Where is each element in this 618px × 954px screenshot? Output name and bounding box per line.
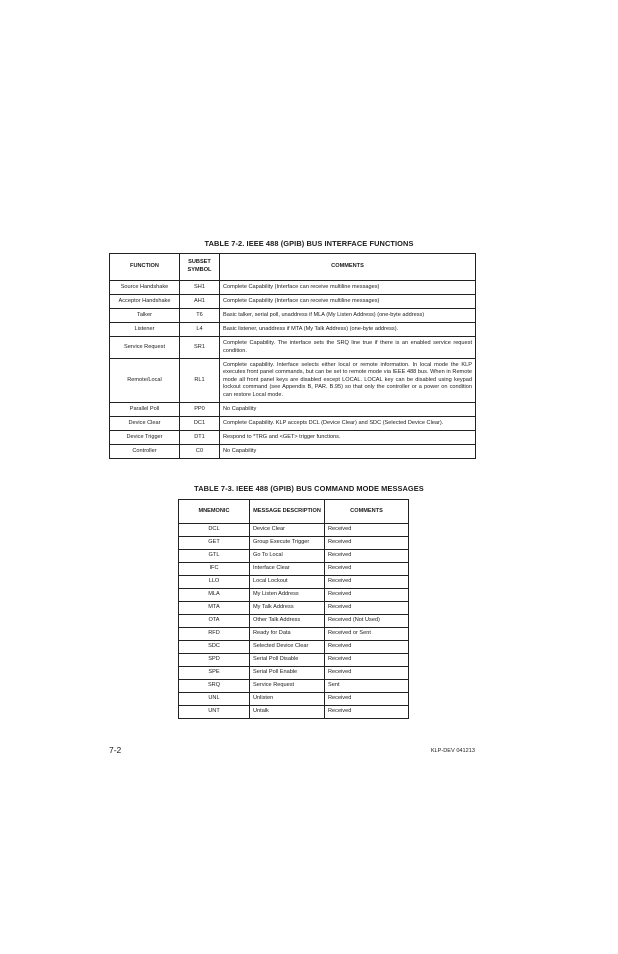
function-cell: Parallel Poll <box>110 403 180 417</box>
description-cell: My Talk Address <box>250 602 325 615</box>
table-row <box>179 628 409 641</box>
description-cell: Go To Local <box>250 550 325 563</box>
table-row <box>179 641 409 654</box>
function-cell: Device Trigger <box>110 431 180 445</box>
comments-cell: Sent <box>325 680 409 693</box>
mnemonic-cell: LLO <box>179 576 250 589</box>
comments-cell: Received <box>325 537 409 550</box>
table-row <box>110 295 476 309</box>
table-row <box>179 693 409 706</box>
table-header-row <box>179 500 409 524</box>
mnemonic-cell: GTL <box>179 550 250 563</box>
description-cell: Untalk <box>250 706 325 719</box>
mnemonic-cell: UNT <box>179 706 250 719</box>
mnemonic-cell: SDC <box>179 641 250 654</box>
function-cell: Service Request <box>110 337 180 359</box>
page-number: 7-2 <box>109 745 122 755</box>
comments-cell: Received <box>325 706 409 719</box>
table-row <box>179 615 409 628</box>
table-row <box>179 654 409 667</box>
table-row <box>179 667 409 680</box>
mnemonic-cell: RFD <box>179 628 250 641</box>
header-comments: COMMENTS <box>325 500 409 524</box>
comments-cell: Received <box>325 693 409 706</box>
table-row <box>179 563 409 576</box>
table-row <box>110 309 476 323</box>
table-row <box>179 602 409 615</box>
description-cell: Device Clear <box>250 524 325 537</box>
comments-cell: Received <box>325 654 409 667</box>
table-row <box>110 417 476 431</box>
table-row <box>110 323 476 337</box>
mnemonic-cell: UNL <box>179 693 250 706</box>
symbol-cell: L4 <box>180 323 220 337</box>
symbol-cell: C0 <box>180 445 220 459</box>
comments-cell: Received or Sent <box>325 628 409 641</box>
mnemonic-cell: SRQ <box>179 680 250 693</box>
mnemonic-cell: MTA <box>179 602 250 615</box>
table-row <box>179 589 409 602</box>
comments-cell: Received <box>325 576 409 589</box>
comments-cell: Complete Capability (Interface can receive multiline messages) <box>220 281 476 295</box>
comments-cell: Complete Capability (Interface can receive multiline messages) <box>220 295 476 309</box>
function-cell: Talker <box>110 309 180 323</box>
symbol-cell: AH1 <box>180 295 220 309</box>
description-cell: Serial Poll Disable <box>250 654 325 667</box>
table-row <box>110 431 476 445</box>
function-cell: Source Handshake <box>110 281 180 295</box>
table-row <box>110 445 476 459</box>
mnemonic-cell: GET <box>179 537 250 550</box>
header-message-description: MESSAGE DESCRIPTION <box>250 500 325 524</box>
bus-interface-functions-table <box>109 253 476 459</box>
comments-cell: Basic listener, unaddress if MTA (My Talk Address) (one-byte address). <box>220 323 476 337</box>
function-cell: Remote/Local <box>110 359 180 403</box>
function-cell: Listener <box>110 323 180 337</box>
comments-cell: Received <box>325 602 409 615</box>
comments-cell: Received (Not Used) <box>325 615 409 628</box>
table-row <box>179 706 409 719</box>
table-row <box>179 576 409 589</box>
comments-cell: No Capability <box>220 445 476 459</box>
header-mnemonic: MNEMONIC <box>179 500 250 524</box>
symbol-cell: RL1 <box>180 359 220 403</box>
table-7-3-caption: TABLE 7-3. IEEE 488 (GPIB) BUS COMMAND MODE MESSAGES <box>194 484 424 493</box>
mnemonic-cell: MLA <box>179 589 250 602</box>
description-cell: Interface Clear <box>250 563 325 576</box>
header-function: FUNCTION <box>110 254 180 281</box>
table-row <box>110 281 476 295</box>
description-cell: Ready for Data <box>250 628 325 641</box>
mnemonic-cell: IFC <box>179 563 250 576</box>
mnemonic-cell: DCL <box>179 524 250 537</box>
table-row <box>110 403 476 417</box>
comments-cell: Received <box>325 589 409 602</box>
symbol-cell: PP0 <box>180 403 220 417</box>
comments-cell: No Capability <box>220 403 476 417</box>
symbol-cell: DC1 <box>180 417 220 431</box>
description-cell: Unlisten <box>250 693 325 706</box>
comments-cell: Received <box>325 667 409 680</box>
table-7-2-caption: TABLE 7-2. IEEE 488 (GPIB) BUS INTERFACE FUNCTIONS <box>204 239 414 248</box>
comments-cell: Respond to *TRG and <GET> trigger functions. <box>220 431 476 445</box>
function-cell: Controller <box>110 445 180 459</box>
description-cell: Selected Device Clear <box>250 641 325 654</box>
function-cell: Acceptor Handshake <box>110 295 180 309</box>
bus-command-mode-messages-table <box>178 499 409 719</box>
comments-cell: Received <box>325 524 409 537</box>
header-subset-symbol: SUBSET SYMBOL <box>180 254 220 281</box>
table-row <box>179 537 409 550</box>
description-cell: My Listen Address <box>250 589 325 602</box>
symbol-cell: SR1 <box>180 337 220 359</box>
description-cell: Local Lockout <box>250 576 325 589</box>
comments-cell: Received <box>325 641 409 654</box>
header-comments: COMMENTS <box>220 254 476 281</box>
mnemonic-cell: SPD <box>179 654 250 667</box>
comments-cell: Basic talker, serial poll, unaddress if MLA (My Listen Address) (one-byte address) <box>220 309 476 323</box>
comments-cell: Received <box>325 563 409 576</box>
symbol-cell: T6 <box>180 309 220 323</box>
comments-cell: Complete Capability. KLP accepts DCL (Device Clear) and SDC (Selected Device Clear). <box>220 417 476 431</box>
function-cell: Device Clear <box>110 417 180 431</box>
table-header-row <box>110 254 476 281</box>
table-row <box>179 680 409 693</box>
description-cell: Other Talk Address <box>250 615 325 628</box>
table-row <box>179 550 409 563</box>
table-row <box>179 524 409 537</box>
symbol-cell: SH1 <box>180 281 220 295</box>
description-cell: Serial Poll Enable <box>250 667 325 680</box>
document-id: KLP-DEV 041213 <box>430 748 475 754</box>
symbol-cell: DT1 <box>180 431 220 445</box>
description-cell: Group Execute Trigger <box>250 537 325 550</box>
comments-cell: Received <box>325 550 409 563</box>
table-row <box>110 359 476 403</box>
description-cell: Service Request <box>250 680 325 693</box>
mnemonic-cell: OTA <box>179 615 250 628</box>
comments-cell: Complete capability. Interface selects either local or remote information. In local mode the KLP executes front panel commands, but can be set to remote mode via IEEE 488 bus. When in Remote mode all front panel keys are disabled except LOCAL. LOCAL key can be disabled using keypad lockout command (see Appendix B, PAR. B.95) so that only the controller or a power on condition can restore Local mode. <box>220 359 476 403</box>
comments-cell: Complete Capability. The interface sets the SRQ line true if there is an enabled service request condition. <box>220 337 476 359</box>
mnemonic-cell: SPE <box>179 667 250 680</box>
table-row <box>110 337 476 359</box>
